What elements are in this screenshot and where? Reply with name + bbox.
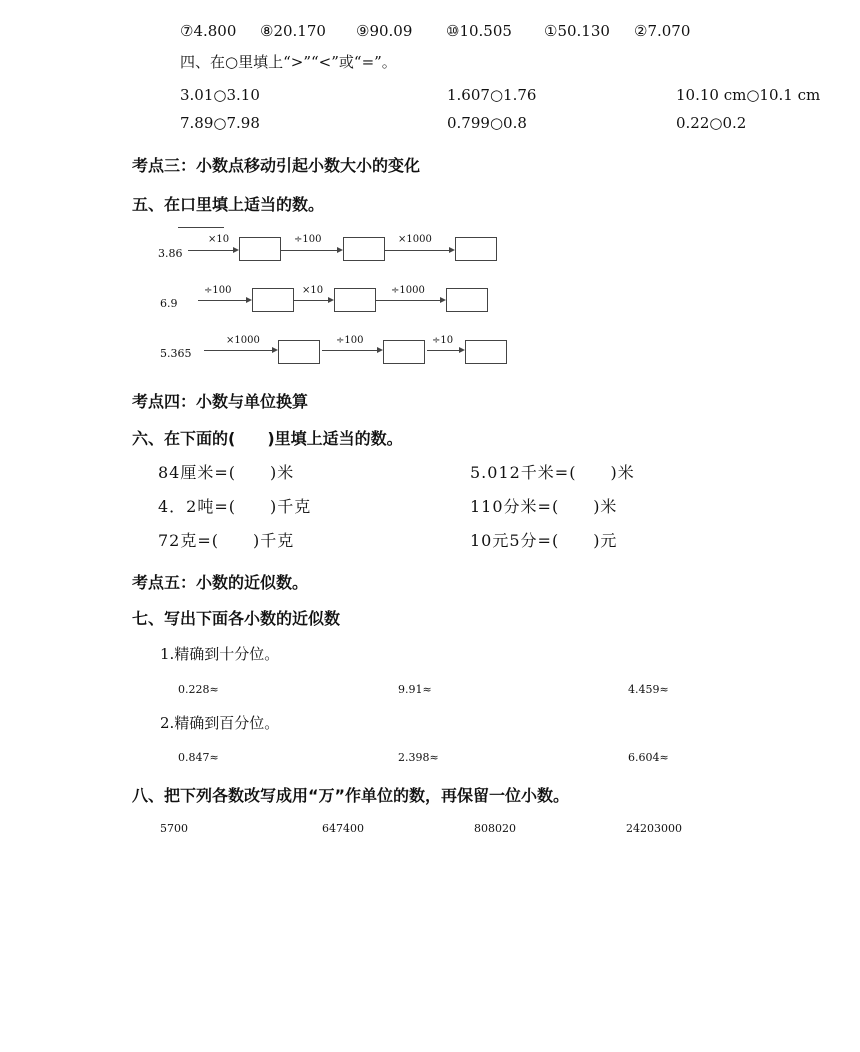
compare-item: 0.799○0.8	[447, 114, 527, 132]
compare-item: 1.607○1.76	[447, 86, 537, 104]
conversion-item: 5.012千米=( )米	[470, 463, 635, 482]
section-heading-kd4: 考点四：小数与单位换算	[132, 392, 309, 411]
q4-title: 四、在○里填上“>”“<”或“=”。	[180, 53, 397, 71]
answer-box[interactable]	[343, 237, 385, 261]
operation-label: ×10	[208, 234, 230, 245]
approx-item: 0.228≈	[178, 683, 219, 696]
approx-item: 9.91≈	[398, 683, 432, 696]
operation-label: ÷100	[336, 335, 364, 346]
answer-box[interactable]	[239, 237, 281, 261]
arrow-line	[427, 350, 459, 351]
decorative-rule	[178, 227, 224, 228]
answer-item: ⑩10.505	[446, 22, 512, 40]
chain-start-number: 3.86	[158, 247, 183, 260]
number-item: 808020	[474, 822, 516, 835]
approx-item: 6.604≈	[628, 751, 669, 764]
answer-item: ⑨90.09	[356, 22, 413, 40]
arrow-line	[204, 350, 272, 351]
number-item: 24203000	[626, 822, 682, 835]
q7-title: 七、写出下面各小数的近似数	[132, 609, 341, 628]
arrow-line	[322, 350, 378, 351]
compare-item: 10.10 cm○10.1 cm	[676, 86, 821, 104]
answer-box[interactable]	[278, 340, 320, 364]
conversion-item: 110分米=( )米	[470, 497, 618, 516]
answer-box[interactable]	[455, 237, 497, 261]
arrow-line	[188, 250, 234, 251]
answer-box[interactable]	[334, 288, 376, 312]
operation-label: ÷100	[294, 234, 322, 245]
answer-box[interactable]	[446, 288, 488, 312]
section-heading-kd3: 考点三：小数点移动引起小数大小的变化	[132, 156, 421, 175]
arrow-line	[376, 300, 440, 301]
q7-subtitle-2: 2.精确到百分位。	[160, 714, 280, 732]
arrow-line	[281, 250, 337, 251]
q6-title: 六、在下面的( )里填上适当的数。	[132, 429, 403, 448]
number-item: 5700	[160, 822, 188, 835]
chain-start-number: 5.365	[160, 347, 192, 360]
operation-label: ×1000	[398, 234, 432, 245]
operation-label: ÷1000	[391, 285, 425, 296]
chain-start-number: 6.9	[160, 297, 178, 310]
approx-item: 2.398≈	[398, 751, 439, 764]
answer-item: ②7.070	[634, 22, 691, 40]
q7-subtitle-1: 1.精确到十分位。	[160, 645, 280, 663]
arrow-line	[198, 300, 246, 301]
answer-item: ⑧20.170	[260, 22, 326, 40]
conversion-item: 72克=( )千克	[158, 531, 295, 550]
conversion-item: 4．2吨=( )千克	[158, 497, 312, 516]
conversion-item: 10元5分=( )元	[470, 531, 618, 550]
number-item: 647400	[322, 822, 364, 835]
arrow-line	[294, 300, 328, 301]
approx-item: 0.847≈	[178, 751, 219, 764]
answer-box[interactable]	[465, 340, 507, 364]
q5-title: 五、在口里填上适当的数。	[132, 195, 325, 214]
conversion-item: 84厘米=( )米	[158, 463, 295, 482]
answer-box[interactable]	[383, 340, 425, 364]
arrow-line	[385, 250, 449, 251]
operation-label: ×10	[302, 285, 324, 296]
compare-item: 3.01○3.10	[180, 86, 260, 104]
answer-box[interactable]	[252, 288, 294, 312]
approx-item: 4.459≈	[628, 683, 669, 696]
compare-item: 0.22○0.2	[676, 114, 747, 132]
operation-label: ×1000	[226, 335, 260, 346]
q8-title: 八、把下列各数改写成用“万”作单位的数，再保留一位小数。	[132, 786, 570, 805]
answer-item: ①50.130	[544, 22, 610, 40]
section-heading-kd5: 考点五：小数的近似数。	[132, 573, 309, 592]
compare-item: 7.89○7.98	[180, 114, 260, 132]
operation-label: ÷10	[432, 335, 454, 346]
operation-label: ÷100	[204, 285, 232, 296]
answer-item: ⑦4.800	[180, 22, 237, 40]
